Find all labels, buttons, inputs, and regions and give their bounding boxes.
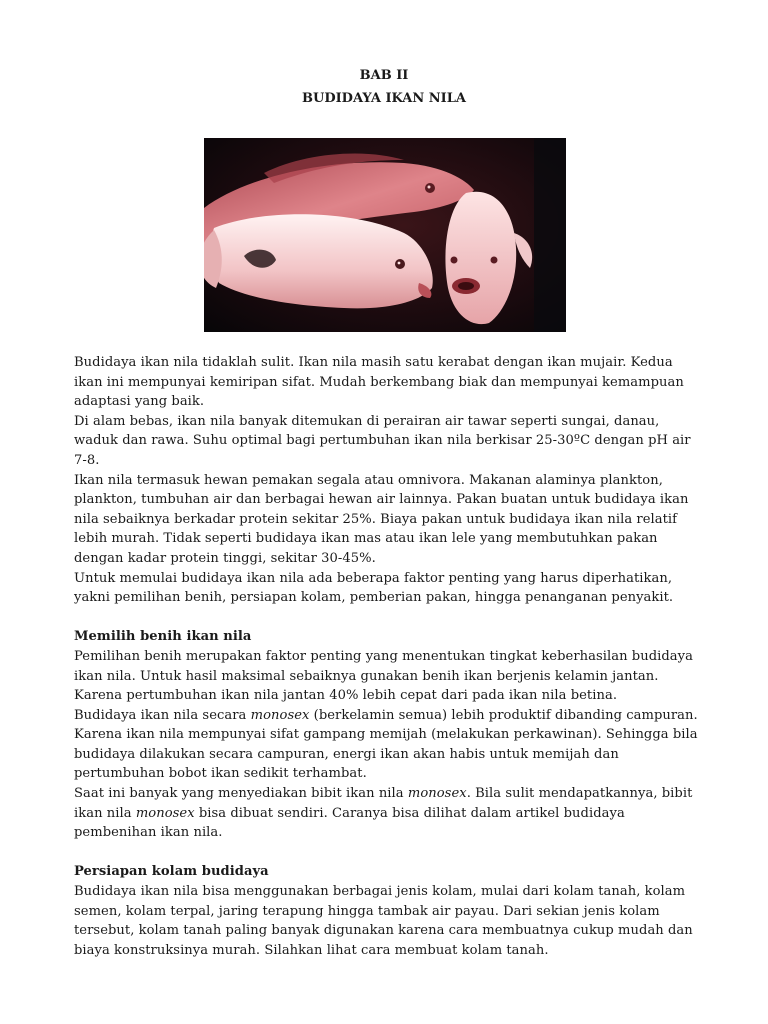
intro-paragraph-1: Budidaya ikan nila tidaklah sulit. Ikan nila masih satu kerabat dengan ikan mujair. Kedua ikan ini mempunyai kemiripan sifat. Mudah berkembang biak dan mempunyai kemampuan adaptasi yang baik. [74, 355, 684, 410]
article-body [74, 353, 704, 960]
tilapia-fish-illustration [204, 138, 566, 332]
intro-paragraph-3: Ikan nila termasuk hewan pemakan segala atau omnivora. Makanan alaminya plankton, plankton, tumbuhan air dan berbagai hewan air lainnya. Pakan buatan untuk budidaya ikan nila sebaiknya berkadar protein sekitar 25%. Biaya pakan untuk budidaya ikan nila relatif lebih murah. Tidak seperti budidaya ikan mas atau ikan lele yang membutuhkan pakan dengan kadar protein tinggi, sekitar 30-45%. [74, 472, 689, 566]
section-heading-benih: Memilih benih ikan nila [74, 629, 252, 645]
benih-paragraph-3: Saat ini banyak yang menyediakan bibit ikan nila monosex. Bila sulit mendapatkannya, bibit ikan nila monosex bisa dibuat sendiri. Caranya bisa dilihat dalam artikel budidaya pembenihan ikan nila. [74, 786, 693, 841]
intro-paragraph-2: Di alam bebas, ikan nila banyak ditemukan di perairan air tawar seperti sungai, danau, waduk dan rawa. Suhu optimal bagi pertumbuhan ikan nila berkisar 25-30ºC dengan pH air 7-8. [74, 413, 691, 468]
fish-photo [204, 138, 566, 332]
monosex-term: monosex [407, 786, 467, 802]
benih-paragraph-1: Pemilihan benih merupakan faktor penting yang menentukan tingkat keberhasilan budidaya ikan nila. Untuk hasil maksimal sebaiknya gunakan benih ikan berjenis kelamin jantan. Karena pertumbuhan ikan nila jantan 40% lebih cepat dari pada ikan nila betina. [74, 648, 693, 704]
section-heading-kolam: Persiapan kolam budidaya [74, 864, 269, 880]
chapter-label: BAB II [359, 68, 409, 83]
monosex-term: monosex [135, 805, 195, 821]
kolam-paragraph-1: Budidaya ikan nila bisa menggunakan berbagai jenis kolam, mulai dari kolam tanah, kolam semen, kolam terpal, jaring terapung hingga tambak air payau. Dari sekian jenis kolam tersebut, kolam tanah paling banyak digunakan karena cara membuatnya cukup mudah dan biaya konstruksinya murah. Silahkan lihat cara membuat kolam tanah. [74, 884, 693, 958]
intro-paragraph-4: Untuk memulai budidaya ikan nila ada beberapa faktor penting yang harus diperhatikan, yakni pemilihan benih, persiapan kolam, pemberian pakan, hingga penanganan penyakit. [74, 570, 674, 606]
chapter-title: BUDIDAYA IKAN NILA [302, 91, 466, 106]
monosex-term: monosex [250, 707, 310, 723]
benih-paragraph-2: Budidaya ikan nila secara monosex (berkelamin semua) lebih produktif dibanding campuran. Karena ikan nila mempunyai sifat gampang memijah (melakukan perkawinan). Sehingga bila budidaya dilakukan secara campuran, energi ikan akan habis untuk memijah dan pertumbuhan bobot ikan sedikit terhambat. [74, 707, 698, 782]
